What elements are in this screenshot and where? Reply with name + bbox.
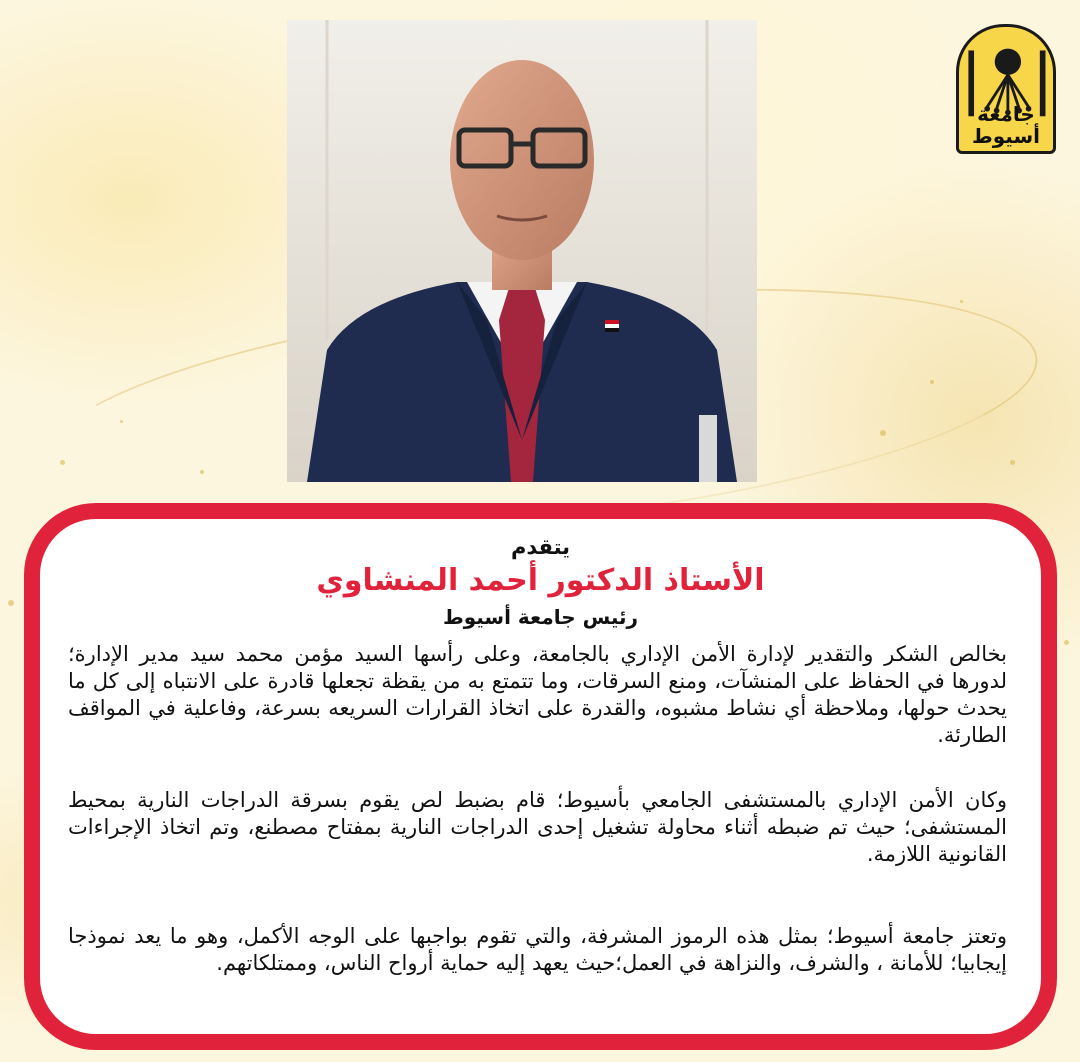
statement-card (24, 503, 1057, 1050)
sparkle-dot (120, 420, 123, 423)
paragraph-pride: وتعتز جامعة أسيوط؛ بمثل هذه الرموز المشرفة، والتي تقوم بواجبها على الوجه الأكمل، وهو ما يعد نموذجا إيجابيا؛ للأمانة ، والشرف، والنزاهة في العمل؛حيث يعهد إليه حماية أرواح الناس، وممتلكاتهم. (68, 924, 1007, 975)
sparkle-dot (880, 430, 886, 436)
portrait-illustration (287, 20, 757, 482)
sparkle-dot (200, 470, 204, 474)
logo-text: جامعة أسيوط (972, 102, 1040, 148)
sparkle-dot (1010, 460, 1015, 465)
portrait-photo (287, 20, 757, 482)
sparkle-dot (60, 460, 65, 465)
sparkle-dot (930, 380, 934, 384)
president-role: رئيس جامعة أسيوط (442, 605, 639, 629)
sparkle-dot (960, 300, 963, 303)
intro-text: يتقدم (510, 535, 571, 559)
paragraph-thanks: بخالص الشكر والتقدير لإدارة الأمن الإداري بالجامعة، وعلى رأسها السيد مؤمن محمد سيد مدير الإدارة؛ لدورها في الحفاظ على المنشآت، ومنع السرقات، وما تتمتع به من يقظة تجعلها قادرة على الانتباه إلى كل ما يحدث حولها، وملاحظة أي نشاط مشبوه، والقدرة على اتخاذ القرارات السريعه بسرعة، وفاعلية في المواقف الطارئة. (68, 642, 1007, 747)
president-name: الأستاذ الدكتور أحمد المنشاوي (316, 563, 765, 598)
sparkle-dot (1064, 640, 1069, 645)
university-logo (956, 24, 1056, 154)
sparkle-dot (8, 600, 14, 606)
paragraph-incident: وكان الأمن الإداري بالمستشفى الجامعي بأسيوط؛ قام بضبط لص يقوم بسرقة الدراجات النارية بمحيط المستشفى؛ حيث تم ضبطه أثناء محاولة تشغيل إحدى الدراجات النارية بمفتاح مصطنع، وتم اتخاذ الإجراءات القانونية اللازمة. (68, 788, 1007, 866)
